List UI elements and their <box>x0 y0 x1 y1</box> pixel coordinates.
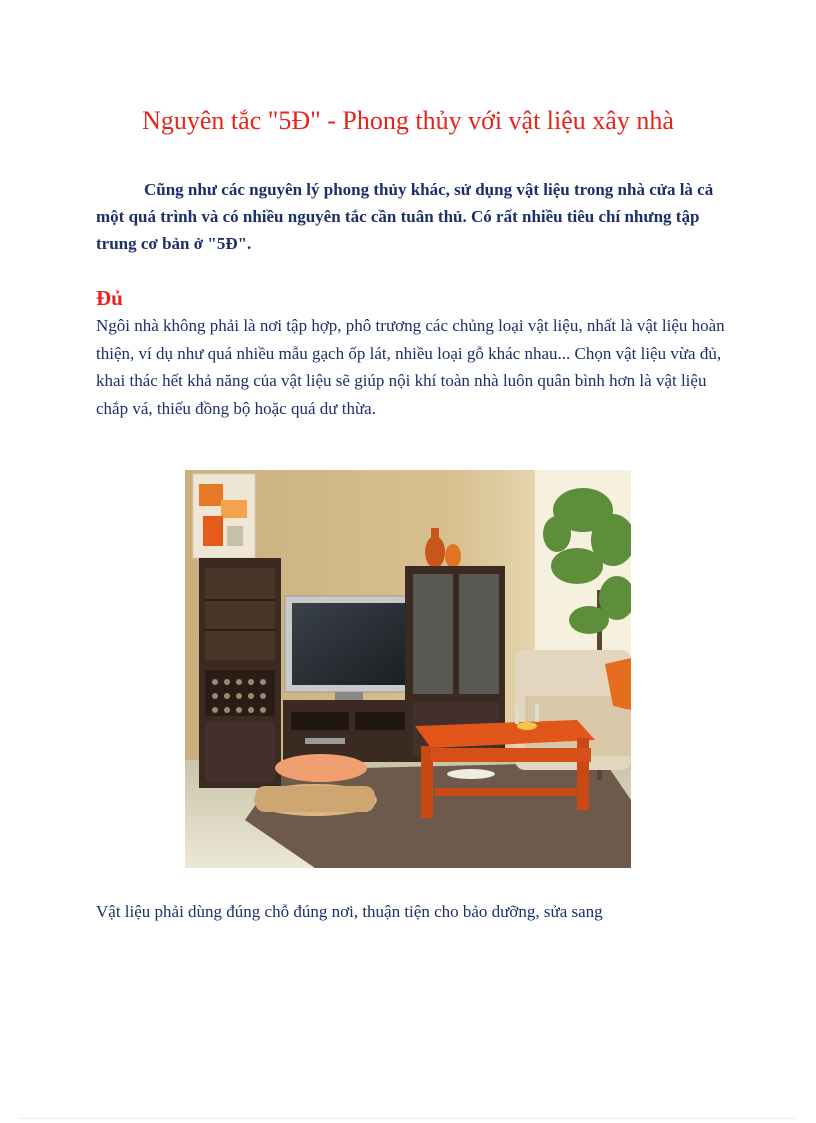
intro-text: Cũng như các nguyên lý phong thủy khác, sử dụng vật liệu trong nhà cửa là cả một quá trình và có nhiều nguyên tắc cần tuân thủ. Có rất nhiều tiêu chí nhưng tập trung cơ bản ở "5Đ". <box>96 180 714 253</box>
document-title: Nguyên tắc "5Đ" - Phong thủy với vật liệu xây nhà <box>142 106 674 135</box>
section-heading: Đủ <box>96 286 123 310</box>
living-room-illustration <box>185 470 631 868</box>
section-paragraph <box>96 312 736 422</box>
page-bottom-rule <box>20 1118 796 1119</box>
photo-caption: Vật liệu phải dùng đúng chỗ đúng nơi, thuận tiện cho bảo dưỡng, sửa sang <box>96 902 603 921</box>
section-body-text: Ngôi nhà không phải là nơi tập hợp, phô trương các chủng loại vật liệu, nhất là vật liệu hoàn thiện, ví dụ như quá nhiều mẫu gạch ốp lát, nhiều loại gỗ khác nhau... Chọn vật liệu vừa đủ, khai thác hết khả năng của vật liệu sẽ giúp nội khí toàn nhà luôn quân bình hơn là vật liệu chắp vá, thiếu đồng bộ hoặc quá dư thừa. <box>96 316 725 418</box>
intro-paragraph <box>96 176 726 257</box>
living-room-photo <box>185 470 631 868</box>
